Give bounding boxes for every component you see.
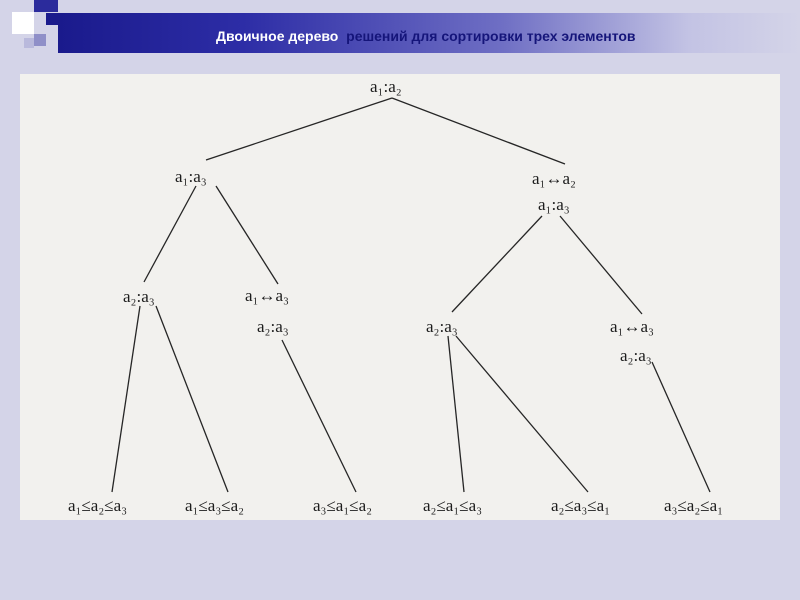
node-swap13-right-line1: a₁↔a₃ [610, 317, 654, 336]
node-swap13-right-line2: a₂:a₃ [620, 346, 652, 365]
leaf-4: a₂≤a₁≤a₃ [423, 496, 483, 515]
node-swap13-left-line2: a₂:a₃ [257, 317, 289, 336]
node-swap13-left-line1: a₁↔a₃ [245, 286, 289, 305]
leaf-3: a₃≤a₁≤a₂ [313, 496, 373, 515]
edge-swap12-right [560, 216, 642, 314]
leaf-5: a₂≤a₃≤a₁ [551, 496, 611, 515]
corner-square-mid [46, 13, 58, 25]
leaf-6: a₃≤a₂≤a₁ [664, 496, 724, 515]
edge-swap12-left [452, 216, 542, 312]
decision-tree-svg [20, 74, 780, 520]
leaf-1: a₁≤a₂≤a₃ [68, 496, 128, 515]
edge-a2a3-leaf2 [156, 306, 228, 492]
edge-a1a3-right [216, 186, 278, 284]
corner-square-top [34, 0, 58, 12]
edge-swap13-left-leaf3 [282, 340, 356, 492]
edge-a2a3-right-leaf5 [456, 336, 588, 492]
slide-title-part1: Двоичное дерево [216, 28, 339, 44]
node-root: a₁:a₂ [370, 77, 402, 96]
decision-tree-figure [20, 74, 780, 520]
edge-root-right [392, 98, 565, 164]
node-swap12-line1: a₁↔a₂ [532, 169, 576, 188]
edge-swap13-right-leaf6 [652, 362, 710, 492]
edge-a2a3-right-leaf4 [448, 336, 464, 492]
leaf-2: a₁≤a₃≤a₂ [185, 496, 245, 515]
corner-square-light [24, 38, 34, 48]
node-swap12-line2: a₁:a₃ [538, 195, 570, 214]
node-a2a3-right: a₂:a₃ [426, 317, 458, 336]
edge-a1a3-left [144, 186, 196, 282]
corner-square-small [34, 34, 46, 46]
slide-title [216, 28, 636, 44]
corner-square-top-left [12, 12, 34, 34]
node-a2a3: a₂:a₃ [123, 287, 155, 306]
edge-a2a3-leaf1 [112, 306, 140, 492]
edge-root-left [206, 98, 392, 160]
node-a1a3: a₁:a₃ [175, 167, 207, 186]
slide-title-part2: решений для сортировки трех элементов [346, 28, 636, 44]
